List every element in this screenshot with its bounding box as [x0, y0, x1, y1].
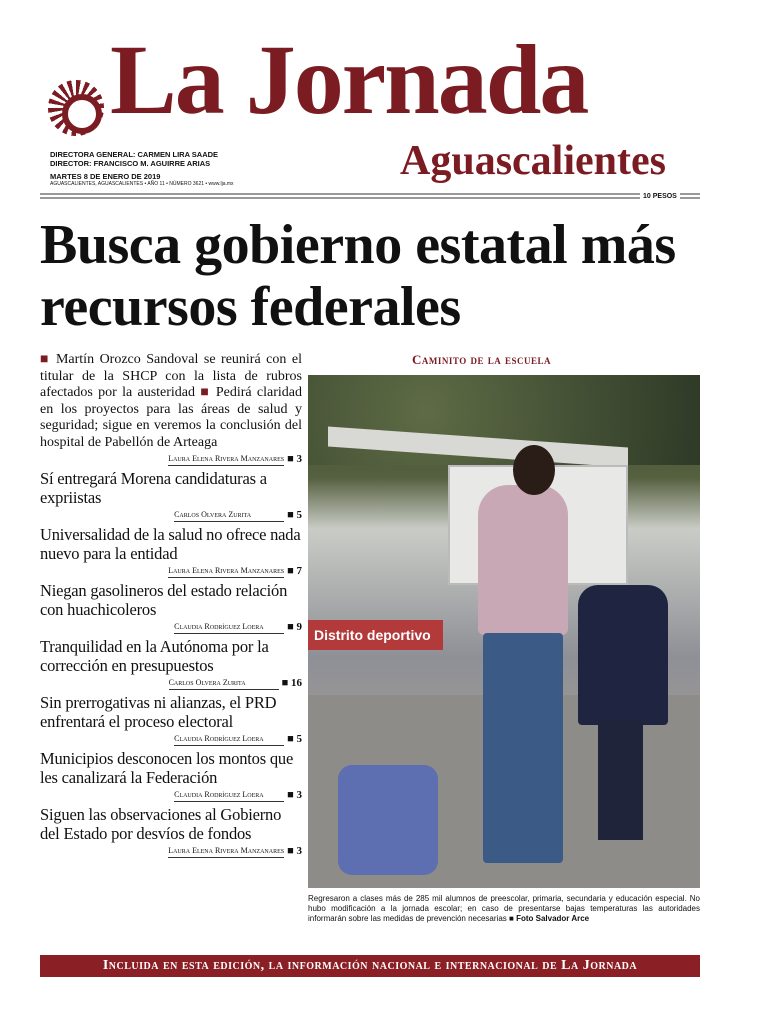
story-item	[40, 638, 302, 690]
story-byline: Carlos Olvera Zurita ■ 5	[174, 509, 302, 521]
price: 10 PESOS	[640, 192, 680, 201]
edition-banner: Incluida en esta edición, la información nacional e internacional de La Jornada	[40, 955, 700, 977]
child-figure	[578, 585, 668, 725]
page-ref: 3	[296, 845, 302, 857]
stories-column	[40, 352, 302, 858]
story-title: Niegan gasolineros del estado relación con huachicoleros	[40, 581, 288, 619]
directora: DIRECTORA GENERAL: CARMEN LIRA SAADE	[50, 150, 219, 159]
story-title: Sin prerrogativas ni alianzas, el PRD enfrentará el proceso electoral	[40, 693, 277, 731]
lead-summary: ■ Martín Orozco Sandoval se reunirá con el titular de la SHCP con la lista de rubros afectados por la austeridad ■ Pedirá claridad en los proyectos para las áreas de salud y seguridad; sigue en veremos la conclusión del hospital de Pabellón de Arteaga	[40, 352, 303, 450]
issue-details: AGUASCALIENTES, AGUASCALIENTES • AÑO 11 • NÚMERO 3621 • www.lja.mx	[50, 181, 234, 187]
story-byline: Laura Elena Rivera Manzanares ■ 7	[168, 565, 302, 577]
story-item	[40, 526, 302, 578]
byline-name: Laura Elena Rivera Manzanares	[168, 566, 284, 578]
story-title: Tranquilidad en la Autónoma por la corrección en presupuestos	[40, 637, 269, 675]
brand-logo: La Jornada	[110, 24, 588, 135]
lead-byline: Laura Elena Rivera Manzanares ■ 3	[168, 453, 302, 465]
page-ref: 16	[291, 677, 302, 689]
byline-name: Claudia Rodríguez Loera	[174, 734, 284, 746]
lead-text-2: Pedirá claridad en los proyectos para las áreas de salud y seguridad; sigue en veremos la conclusión del hospital de Pabellón de Arteaga	[40, 385, 303, 450]
story-title: Universalidad de la salud no ofrece nada nuevo para la entidad	[40, 525, 301, 563]
page-ref: 9	[296, 621, 302, 633]
photo-kicker: Caminito de la escuela	[412, 352, 551, 367]
lead-text-1: Martín Orozco Sandoval se reunirá con el titular de la SHCP con la lista de rubros afectados por la austeridad	[40, 352, 302, 400]
story-title: Siguen las observaciones al Gobierno del Estado por desvíos de fondos	[40, 805, 282, 843]
photo-credit: Foto Salvador Arce	[516, 914, 590, 923]
byline-name: Laura Elena Rivera Manzanares	[168, 454, 284, 466]
page-ref: 3	[296, 789, 302, 801]
story-item	[40, 470, 302, 522]
page-ref: 5	[296, 733, 302, 745]
story-byline: Laura Elena Rivera Manzanares ■ 3	[168, 845, 302, 857]
byline-name: Claudia Rodríguez Loera	[174, 622, 284, 634]
byline-name: Claudia Rodríguez Loera	[174, 790, 284, 802]
story-title: Sí entregará Morena candidaturas a expriistas	[40, 469, 267, 507]
story-item	[40, 750, 302, 802]
logo-sun-icon	[48, 80, 104, 136]
story-byline: Carlos Olvera Zurita ■ 16	[168, 677, 302, 689]
adult-figure	[478, 485, 568, 635]
page-ref: 3	[296, 453, 302, 465]
story-byline: Claudia Rodríguez Loera ■ 9	[174, 621, 302, 633]
staff	[50, 150, 218, 168]
story-item	[40, 806, 302, 858]
page-ref: 5	[296, 509, 302, 521]
page-ref: 7	[296, 565, 302, 577]
caption-text: Regresaron a clases más de 285 mil alumnos de preescolar, primaria, secundaria y educación especial. No hubo modificación a la jornada escolar; en caso de presentarse bajas temperaturas las autoridades informarán sobre las medidas de prevención necesarias	[308, 894, 700, 923]
date: MARTES 8 DE ENERO DE 2019	[50, 172, 161, 181]
masthead-rule	[40, 193, 700, 199]
byline-name: Carlos Olvera Zurita	[169, 678, 279, 690]
story-title: Municipios desconocen los montos que les canalizará la Federación	[40, 749, 294, 787]
photo-caption: Regresaron a clases más de 285 mil alumnos de preescolar, primaria, secundaria y educación especial. No hubo modificación a la jornada escolar; en caso de presentarse bajas temperaturas las autoridades informarán sobre las medidas de prevención necesarias ■ Foto Salvador Arce	[308, 894, 700, 923]
story-byline: Claudia Rodríguez Loera ■ 3	[174, 789, 302, 801]
main-headline: Busca gobierno estatal más recursos federales	[40, 214, 676, 338]
edition-name: Aguascalientes	[400, 138, 666, 184]
story-byline: Claudia Rodríguez Loera ■ 5	[174, 733, 302, 745]
front-photo	[308, 375, 700, 888]
byline-name: Laura Elena Rivera Manzanares	[168, 846, 284, 858]
rolling-backpack	[338, 765, 438, 875]
issue-info	[50, 172, 234, 188]
sign: Distrito deportivo	[308, 620, 443, 650]
story-item	[40, 694, 302, 746]
byline-name: Carlos Olvera Zurita	[174, 510, 284, 522]
director: DIRECTOR: FRANCISCO M. AGUIRRE ARIAS	[50, 159, 211, 168]
story-item	[40, 582, 302, 634]
